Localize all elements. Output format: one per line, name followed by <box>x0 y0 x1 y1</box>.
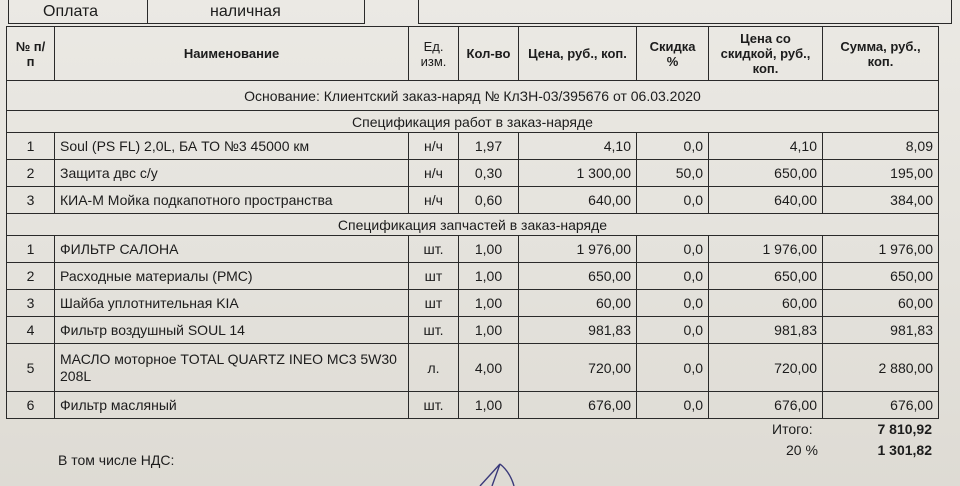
row-unit: н/ч <box>409 160 459 187</box>
payment-value: наличная <box>147 0 365 24</box>
row-discount: 0,0 <box>637 236 709 263</box>
row-price: 650,00 <box>519 263 637 290</box>
row-num: 2 <box>7 160 55 187</box>
row-unit: шт. <box>409 392 459 419</box>
row-sum: 60,00 <box>823 290 939 317</box>
payment-empty-cell <box>418 0 952 24</box>
row-sum: 1 976,00 <box>823 236 939 263</box>
row-name: Soul (PS FL) 2,0L, БА ТО №3 45000 км <box>55 133 409 160</box>
row-name: Фильтр воздушный SOUL 14 <box>55 317 409 344</box>
row-unit: н/ч <box>409 133 459 160</box>
row-qty: 1,00 <box>459 263 519 290</box>
row-sum: 676,00 <box>823 392 939 419</box>
row-qty: 1,00 <box>459 236 519 263</box>
row-unit: шт <box>409 290 459 317</box>
works-section-row <box>7 111 939 133</box>
header-discounted-price: Цена со скидкой, руб., коп. <box>709 27 823 81</box>
table-row <box>7 160 939 187</box>
row-sum: 650,00 <box>823 263 939 290</box>
row-discount: 50,0 <box>637 160 709 187</box>
row-qty: 1,00 <box>459 317 519 344</box>
vat-rate: 20 % <box>786 442 818 458</box>
row-num: 3 <box>7 290 55 317</box>
row-name: Фильтр масляный <box>55 392 409 419</box>
row-discount: 0,0 <box>637 133 709 160</box>
row-discount: 0,0 <box>637 317 709 344</box>
row-discounted-price: 1 976,00 <box>709 236 823 263</box>
total-value: 7 810,92 <box>877 421 932 437</box>
row-name: ФИЛЬТР САЛОНА <box>55 236 409 263</box>
row-discount: 0,0 <box>637 263 709 290</box>
header-price: Цена, руб., коп. <box>519 27 637 81</box>
row-num: 1 <box>7 236 55 263</box>
row-discount: 0,0 <box>637 344 709 392</box>
payment-label: Оплата <box>8 0 148 24</box>
table-row <box>7 317 939 344</box>
row-discounted-price: 650,00 <box>709 160 823 187</box>
table-row <box>7 344 939 392</box>
row-qty: 1,00 <box>459 392 519 419</box>
row-discount: 0,0 <box>637 392 709 419</box>
row-sum: 384,00 <box>823 187 939 214</box>
row-unit: шт <box>409 263 459 290</box>
vat-label: В том числе НДС: <box>58 452 175 468</box>
row-discounted-price: 981,83 <box>709 317 823 344</box>
row-price: 1 976,00 <box>519 236 637 263</box>
row-price: 676,00 <box>519 392 637 419</box>
row-price: 4,10 <box>519 133 637 160</box>
row-name: КИА-М Мойка подкапотного пространства <box>55 187 409 214</box>
row-num: 1 <box>7 133 55 160</box>
row-unit: шт. <box>409 317 459 344</box>
row-price: 60,00 <box>519 290 637 317</box>
header-unit: Ед. изм. <box>409 27 459 81</box>
row-name: МАСЛО моторное TOTAL QUARTZ INEO MC3 5W30 208L <box>55 344 409 392</box>
table-row <box>7 236 939 263</box>
row-name: Расходные материалы (РМС) <box>55 263 409 290</box>
row-discounted-price: 4,10 <box>709 133 823 160</box>
row-discount: 0,0 <box>637 187 709 214</box>
parts-section-row <box>7 214 939 236</box>
total-label: Итого: <box>772 421 813 437</box>
row-qty: 1,97 <box>459 133 519 160</box>
header-discount: Скидка % <box>637 27 709 81</box>
row-qty: 1,00 <box>459 290 519 317</box>
row-sum: 2 880,00 <box>823 344 939 392</box>
table-row <box>7 290 939 317</box>
basis-text: Основание: Клиентский заказ-наряд № КлЗН-03/395676 от 06.03.2020 <box>7 81 939 111</box>
table-row <box>7 392 939 419</box>
row-qty: 0,60 <box>459 187 519 214</box>
header-name: Наименование <box>55 27 409 81</box>
row-unit: н/ч <box>409 187 459 214</box>
row-discounted-price: 640,00 <box>709 187 823 214</box>
row-discounted-price: 60,00 <box>709 290 823 317</box>
table-row <box>7 133 939 160</box>
vat-value: 1 301,82 <box>877 442 932 458</box>
header-qty: Кол-во <box>459 27 519 81</box>
invoice-table <box>6 26 939 419</box>
row-num: 3 <box>7 187 55 214</box>
row-unit: шт. <box>409 236 459 263</box>
row-num: 6 <box>7 392 55 419</box>
row-discounted-price: 676,00 <box>709 392 823 419</box>
row-num: 2 <box>7 263 55 290</box>
header-num: № п/п <box>7 27 55 81</box>
row-discounted-price: 650,00 <box>709 263 823 290</box>
table-header <box>7 27 939 81</box>
header-sum: Сумма, руб., коп. <box>823 27 939 81</box>
row-discounted-price: 720,00 <box>709 344 823 392</box>
row-name: Защита двс с/у <box>55 160 409 187</box>
works-section-title: Спецификация работ в заказ-наряде <box>7 111 939 133</box>
table-row <box>7 187 939 214</box>
row-sum: 195,00 <box>823 160 939 187</box>
row-sum: 981,83 <box>823 317 939 344</box>
row-qty: 4,00 <box>459 344 519 392</box>
row-qty: 0,30 <box>459 160 519 187</box>
basis-row <box>7 81 939 111</box>
row-sum: 8,09 <box>823 133 939 160</box>
row-num: 5 <box>7 344 55 392</box>
row-price: 720,00 <box>519 344 637 392</box>
parts-section-title: Спецификация запчастей в заказ-наряде <box>7 214 939 236</box>
row-discount: 0,0 <box>637 290 709 317</box>
table-row <box>7 263 939 290</box>
payment-row <box>8 0 952 24</box>
row-num: 4 <box>7 317 55 344</box>
row-price: 981,83 <box>519 317 637 344</box>
row-price: 1 300,00 <box>519 160 637 187</box>
row-name: Шайба уплотнительная KIA <box>55 290 409 317</box>
row-unit: л. <box>409 344 459 392</box>
row-price: 640,00 <box>519 187 637 214</box>
signature-mark <box>470 458 530 486</box>
